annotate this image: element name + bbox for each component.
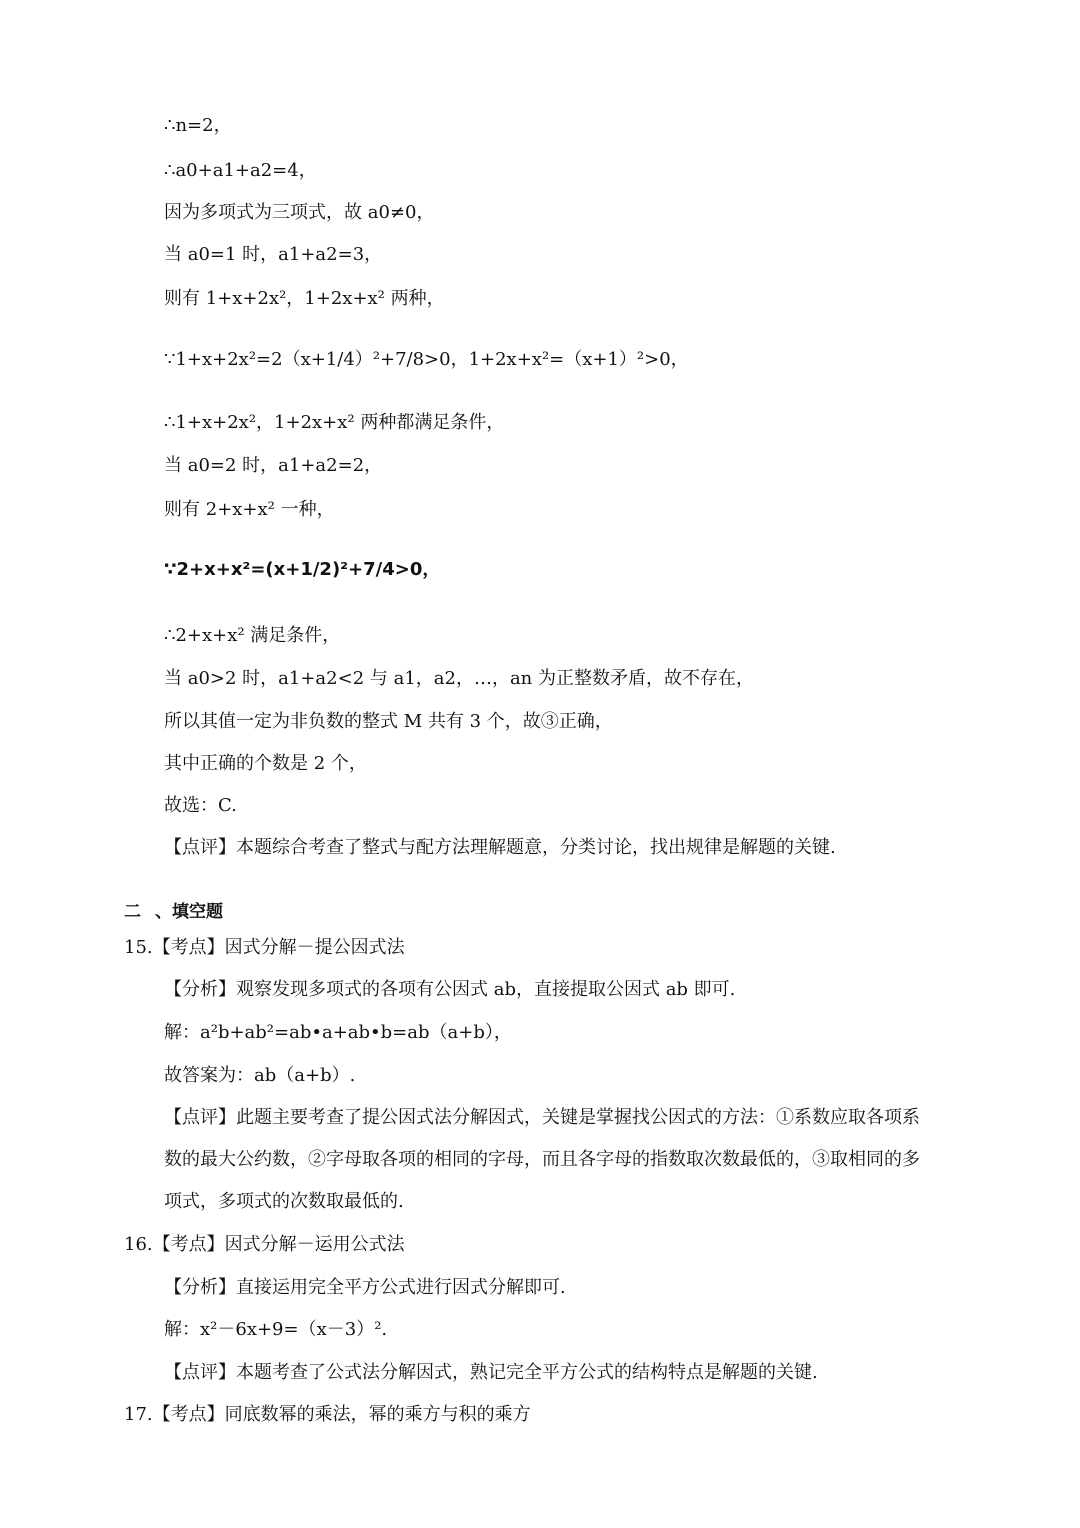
kaodian: 【考点】因式分解－运用公式法 — [152, 1234, 405, 1255]
dianping: 项式，多项式的次数取最低的. — [164, 1191, 404, 1212]
solution: 解：a²b+ab²=ab•a+ab•b=ab（a+b）， — [164, 1022, 512, 1043]
section-heading — [124, 899, 237, 925]
text-line: ∴1+x+2x²，1+2x+x² 两种都满足条件， — [164, 412, 505, 433]
formula-line: ∵2+x+x²=(x+1/2)²+7/4>0， — [164, 559, 441, 580]
question-number: 16. — [124, 1234, 153, 1255]
answer: 故答案为：ab（a+b）. — [164, 1065, 356, 1086]
text-line: ∴a0+a1+a2=4， — [164, 160, 317, 181]
formula-line: ∵1+x+2x²=2（x+1/4）²+7/8>0，1+2x+x²=（x+1）²>0， — [164, 349, 689, 370]
section-number: 二 — [124, 902, 141, 922]
text-line: 因为多项式为三项式，故 a0≠0， — [164, 202, 435, 223]
question-number: 15. — [124, 937, 153, 958]
text-line: ∴2+x+x² 满足条件， — [164, 625, 341, 646]
text-line: 当 a0=2 时，a1+a2=2， — [164, 455, 383, 476]
text-line: 故选：C. — [164, 795, 237, 816]
text-line: 当 a0>2 时，a1+a2<2 与 a1，a2，…，an 为正整数矛盾，故不存在， — [164, 668, 754, 689]
text-line: ∴n=2， — [164, 115, 232, 136]
question-16-heading — [124, 1232, 405, 1258]
kaodian: 【考点】同底数幂的乘法，幂的乘方与积的乘方 — [152, 1404, 531, 1425]
text-line: 其中正确的个数是 2 个， — [164, 753, 367, 774]
text-line: 所以其值一定为非负数的整式 M 共有 3 个，故③正确， — [164, 711, 613, 732]
question-17-heading — [124, 1402, 531, 1428]
kaodian: 【考点】因式分解－提公因式法 — [152, 937, 405, 958]
dianping: 数的最大公约数，②字母取各项的相同的字母，而且各字母的指数取次数最低的，③取相同的多 — [164, 1149, 920, 1170]
section-title: 、填空题 — [155, 902, 223, 922]
text-line: 则有 2+x+x² 一种， — [164, 499, 335, 520]
text-line: 当 a0=1 时，a1+a2=3， — [164, 244, 383, 265]
fenxi: 【分析】直接运用完全平方公式进行因式分解即可. — [164, 1277, 566, 1298]
question-15-heading — [124, 935, 405, 961]
solution: 解：x²－6x+9=（x－3）². — [164, 1319, 388, 1340]
dianping: 【点评】本题考查了公式法分解因式，熟记完全平方公式的结构特点是解题的关键. — [164, 1362, 818, 1383]
dianping: 【点评】此题主要考查了提公因式法分解因式，关键是掌握找公因式的方法：①系数应取各项系 — [164, 1107, 920, 1128]
fenxi: 【分析】观察发现多项式的各项有公因式 ab，直接提取公因式 ab 即可. — [164, 979, 736, 1000]
question-number: 17. — [124, 1404, 153, 1425]
comment-line: 【点评】本题综合考查了整式与配方法理解题意，分类讨论，找出规律是解题的关键. — [164, 837, 836, 858]
text-line: 则有 1+x+2x²，1+2x+x² 两种， — [164, 288, 445, 309]
